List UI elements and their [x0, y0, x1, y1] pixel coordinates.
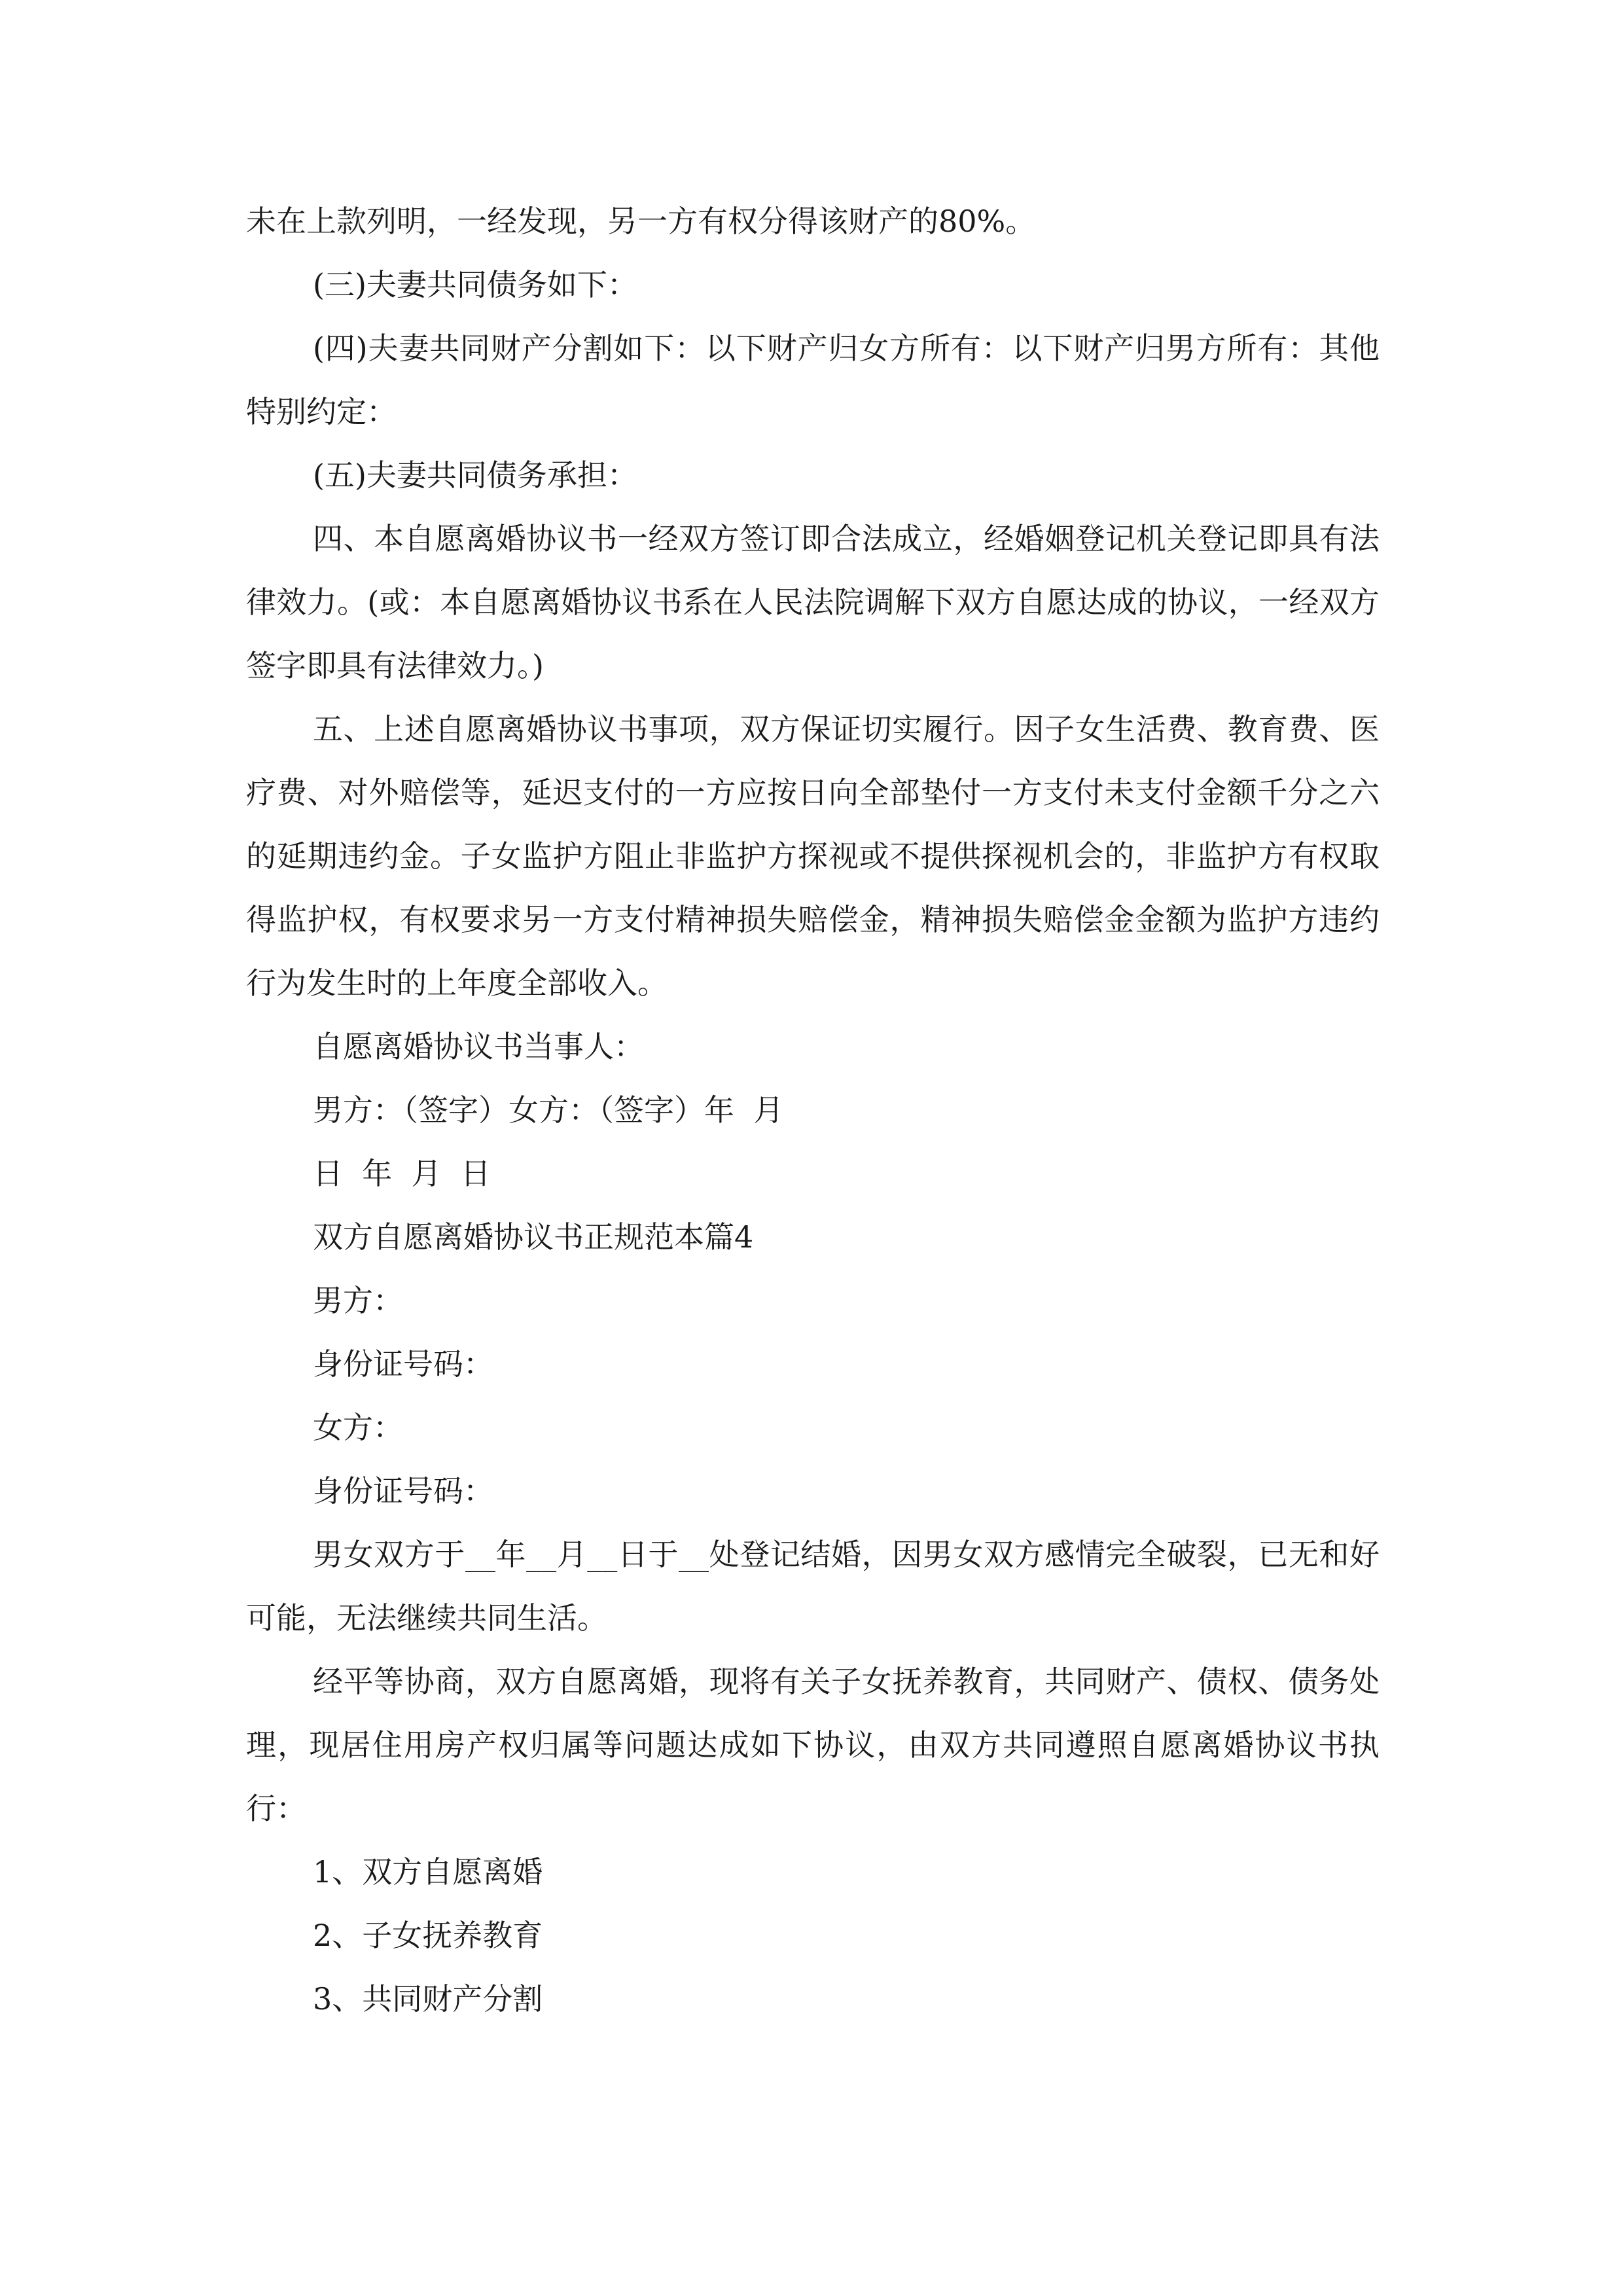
paragraph-agreement-intro: 经平等协商，双方自愿离婚，现将有关子女抚养教育，共同财产、债权、债务处理，现居住用房产权归属等问题达成如下协议，由双方共同遵照自愿离婚协议书执行： — [246, 1664, 1380, 1826]
paragraph-wife: 女方： — [313, 1410, 403, 1445]
paragraph-joint-debts: (三)夫妻共同债务如下： — [313, 267, 637, 302]
paragraph-signatures: 男方：（签字）女方：（签字）年 月 — [313, 1092, 784, 1128]
paragraph-husband: 男方： — [313, 1283, 403, 1318]
paragraph-parties: 自愿离婚协议书当事人： — [313, 1029, 644, 1064]
paragraph-property-clause: 未在上款列明，一经发现，另一方有权分得该财产的80%。 — [246, 204, 1036, 239]
paragraph-marriage-registration: 男女双方于__年__月__日于__处登记结婚，因男女双方感情完全破裂，已无和好可能，无法继续共同生活。 — [246, 1537, 1380, 1636]
paragraph-property-division: (四)夫妻共同财产分割如下：以下财产归女方所有：以下财产归男方所有：其他特别约定： — [246, 331, 1380, 429]
document-body — [246, 190, 1380, 2031]
paragraph-performance: 五、上述自愿离婚协议书事项，双方保证切实履行。因子女生活费、教育费、医疗费、对外赔偿等，延迟支付的一方应按日向全部垫付一方支付未支付金额千分之六的延期违约金。子女监护方阻止非监护方探视或不提供探视机会的，非监护方有权取得监护权，有权要求另一方支付精神损失赔偿金，精神损失赔偿金金额为监护方违约行为发生时的上年度全部收入。 — [246, 711, 1380, 1001]
list-item-property-division: 3、共同财产分割 — [313, 1981, 543, 2017]
paragraph-dates: 日 年 月 日 — [313, 1156, 491, 1191]
section-title: 双方自愿离婚协议书正规范本篇4 — [313, 1219, 754, 1255]
list-item-divorce: 1、双方自愿离婚 — [313, 1854, 543, 1890]
paragraph-wife-id: 身份证号码： — [313, 1473, 493, 1509]
list-item-child-support: 2、子女抚养教育 — [313, 1918, 543, 1953]
paragraph-husband-id: 身份证号码： — [313, 1346, 493, 1382]
paragraph-debt-assumption: (五)夫妻共同债务承担： — [313, 457, 637, 493]
paragraph-legal-effect: 四、本自愿离婚协议书一经双方签订即合法成立，经婚姻登记机关登记即具有法律效力。(或：本自愿离婚协议书系在人民法院调解下双方自愿达成的协议，一经双方签字即具有法律效力。) — [246, 521, 1380, 683]
